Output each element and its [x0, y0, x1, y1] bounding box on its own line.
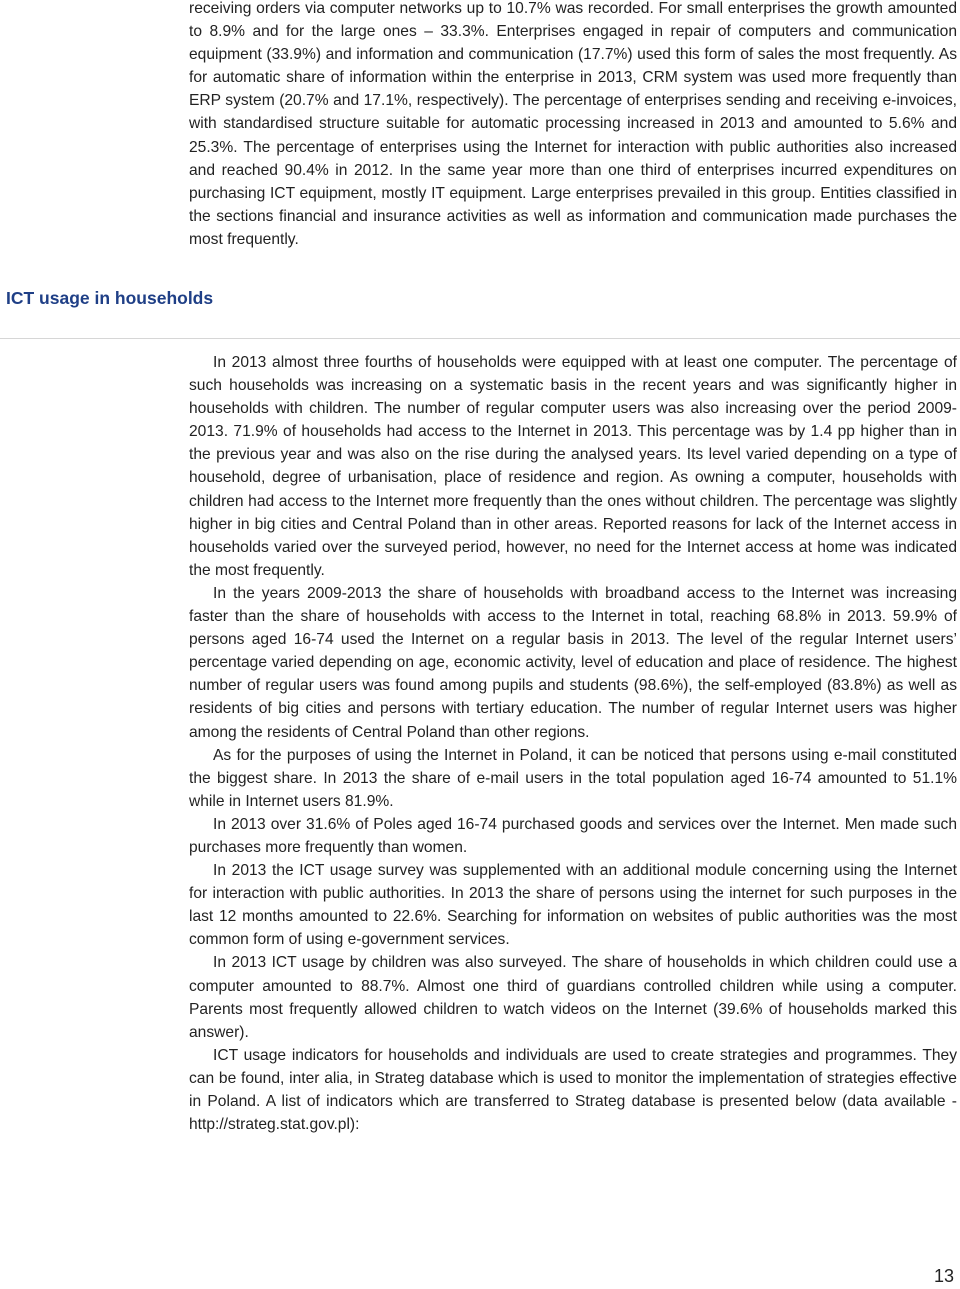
- paragraph-children: In 2013 ICT usage by children was also surveyed. The share of households in which children could use a computer amounted to 88.7%. Almost one third of guardians controlled children while using a computer. Parents most frequently allowed children to watch videos on the Internet (39.6% of households marked this answer).: [189, 954, 957, 1041]
- paragraph-e-government: In 2013 the ICT usage survey was supplemented with an additional module concerning using the Internet for interaction with public authorities. In 2013 the share of persons using the internet for such purposes in the last 12 months amounted to 22.6%. Searching for information on websites of public authorities was the most common form of using e-government services.: [189, 862, 957, 949]
- paragraph-email: As for the purposes of using the Internet in Poland, it can be noticed that persons using e-mail constituted the biggest share. In 2013 the share of e-mail users in the total population aged 16-74 amounted to 51.1% while in Internet users 81.9%.: [189, 746, 957, 810]
- page-number: 13: [933, 1266, 954, 1286]
- paragraph-broadband: In the years 2009-2013 the share of households with broadband access to the Internet was increasing faster than the share of households with access to the Internet in total, reaching 68.8% in 2013. 59.9% of persons aged 16-74 used the Internet on a regular basis in 2013. The level of the regular Internet users’ percentage varied depending on age, economic activity, level of education and place of residence. The highest number of regular users was found among pupils and students (98.6%), the self-employed (83.8%) as well as residents of big cities and persons with tertiary education. The number of regular Internet users was higher among the residents of Central Poland than other regions.: [189, 584, 957, 741]
- paragraph-purchases: In 2013 over 31.6% of Poles aged 16-74 purchased goods and services over the Internet. Men made such purchases more frequently than women.: [189, 815, 957, 856]
- section-heading: ICT usage in households: [6, 288, 214, 308]
- section-divider: [0, 338, 960, 339]
- main-text-block: [189, 351, 957, 1136]
- top-paragraph: receiving orders via computer networks up to 10.7% was recorded. For small enterprises the growth amounted to 8.9% and for the large ones – 33.3%. Enterprises engaged in repair of computers and communication equipment (33.9%) and information and communication (17.7%) used this form of sales the most frequently. As for automatic share of information within the enterprise in 2013, CRM system was used more frequently than ERP system (20.7% and 17.1%, respectively). The percentage of enterprises sending and receiving e-invoices, with standardised structure suitable for automatic processing increased in 2013 and amounted to 5.6% and 25.3%. The percentage of enterprises using the Internet for interaction with public authorities also increased and reached 90.4% in 2012. In the same year more than one third of enterprises incurred expenditures on purchasing ICT equipment, mostly IT equipment. Large enterprises prevailed in this group. Entities classified in the sections financial and insurance activities as well as information and communication made purchases the most frequently.: [189, 0, 957, 248]
- paragraph-computers: In 2013 almost three fourths of households were equipped with at least one computer. The percentage of such households was increasing on a systematic basis in the recent years and was significantly higher in households with children. The number of regular computer users was also increasing over the period 2009-2013. 71.9% of households had access to the Internet in 2013. This percentage was by 1.4 pp higher than in the previous year and was also on the rise during the analysed years. Its level varied depending on a type of household, degree of urbanisation, place of residence and region. As owning a computer, households with children had access to the Internet more frequently than the ones without children. The percentage was slightly higher in big cities and Central Poland than in other areas. Reported reasons for lack of the Internet access in households varied over the surveyed period, however, no need for the Internet access at home was indicated the most frequently.: [189, 354, 957, 579]
- top-text-block: [189, 0, 957, 251]
- paragraph-indicators: ICT usage indicators for households and individuals are used to create strategies and programmes. They can be found, inter alia, in Strateg database which is used to monitor the implementation of strategies effective in Poland. A list of indicators which are transferred to Strateg database is presented below (data available - http://strateg.stat.gov.pl):: [189, 1046, 957, 1134]
